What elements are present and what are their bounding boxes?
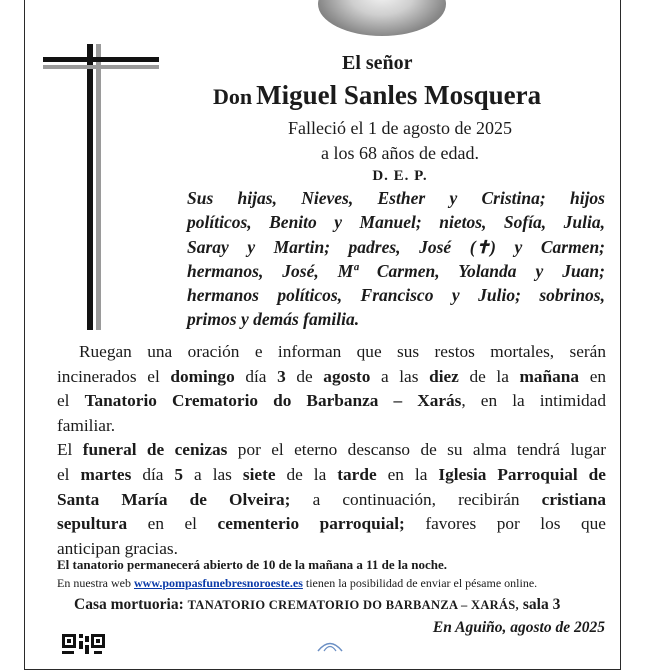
ceremony-line: anticipan gracias. xyxy=(57,538,178,558)
opening-hours: El tanatorio permanecerá abierto de 10 de la mañana a 11 de la noche. xyxy=(57,557,447,572)
ceremony-line: Santa María de Olveira; a continuación, recibirán cristiana xyxy=(57,489,606,509)
rip-line: D. E. P. xyxy=(372,168,428,184)
mortuary-line xyxy=(74,596,560,614)
ceremony-line: el Tanatorio Crematorio do Barbanza – Xarás, en la intimidad xyxy=(57,391,606,411)
family-line: Saray y Martin; padres, José (✝) y Carmen; xyxy=(187,236,606,257)
ceremony-line: sepultura en el cementerio parroquial; favores por los que xyxy=(57,514,606,534)
family-line: políticos, Benito y Manuel; nietos, Sofía, Julia, xyxy=(187,212,605,233)
salutation: El señor xyxy=(342,52,413,74)
website-link[interactable]: www.pompasfunebresnoroeste.es xyxy=(133,576,303,590)
qr-code-icon xyxy=(62,634,142,654)
ceremony-line: familiar. xyxy=(57,415,116,435)
family-line: primos y demás familia. xyxy=(187,309,360,330)
family-list xyxy=(187,186,605,332)
family-line: hermanos políticos, Francisco y Julio; sobrinos, xyxy=(187,285,605,306)
place-date: En Aguiño, agosto de 2025 xyxy=(432,619,605,636)
honorific: Don xyxy=(213,84,253,109)
mortuary-name: TANATORIO CREMATORIO DO BARBANZA – XARÁS, xyxy=(187,598,519,612)
family-line: hermanos, José, Mª Carmen, Yolanda y Juan; xyxy=(187,260,605,281)
ceremony-line: El funeral de cenizas por el eterno descanso de su alma tendrá lugar xyxy=(57,440,606,460)
death-date: Falleció el 1 de agosto de 2025 xyxy=(288,118,512,138)
deceased-name: Miguel Sanles Mosquera xyxy=(256,80,542,110)
web-note: En nuestra web www.pompasfunebresnoroeste.es tienen la posibilidad de enviar el pésame online. xyxy=(57,576,538,590)
age-line: a los 68 años de edad. xyxy=(321,143,479,163)
deceased-name-line xyxy=(213,80,541,111)
ceremony-line: el martes día 5 a las siete de la tarde en la Iglesia Parroquial de xyxy=(57,464,606,484)
deceased-cross-icon: (✝) xyxy=(469,236,497,257)
mortuary-label: Casa mortuoria: xyxy=(74,596,184,613)
mortuary-room: sala 3 xyxy=(522,596,561,613)
family-line: Sus hijas, Nieves, Esther y Cristina; hijos xyxy=(187,188,605,208)
ceremony-line: Ruegan una oración e informan que sus restos mortales, serán xyxy=(79,342,606,361)
ceremony-line: incinerados el domingo día 3 de agosto a las diez de la mañana en xyxy=(57,366,606,386)
ceremony-text xyxy=(57,340,606,561)
